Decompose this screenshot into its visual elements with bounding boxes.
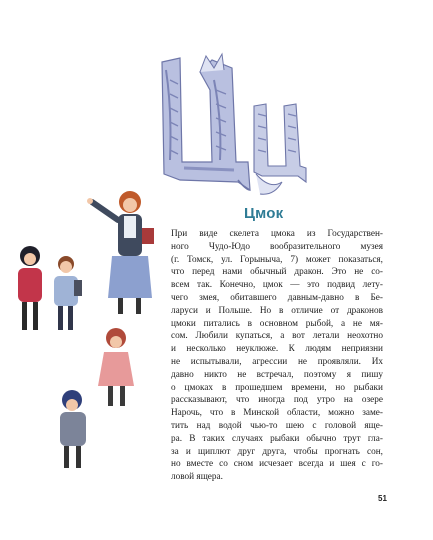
small-letter-ts (254, 104, 306, 194)
text-line: но вместе со сном исчезает всегда и шея с го- (171, 459, 383, 470)
text-line: ра. В таких случаях рыбаки обычно трут гла- (171, 433, 383, 444)
text-line: При виде скелета цмока из Государствен- (171, 229, 383, 239)
text-line: Нарочь, что в Минской области, можно заме- (171, 408, 383, 419)
text-line: сом. Любили купаться, а вот летали неохотно (171, 331, 383, 342)
article-body (171, 228, 383, 484)
text-line: не испытывали, агрессии не проявляли. Их (171, 356, 383, 367)
text-line: тить над водой чью-то шею с головой яще- (171, 420, 383, 431)
girl-pink-coat (98, 328, 134, 406)
article-title: Цмок (244, 205, 284, 222)
children-illustration (0, 180, 170, 480)
text-line: ного Чудо-Юдо вообразительного музея (171, 241, 383, 252)
text-line: чего змея, обитавшего давным-давно в Бе- (171, 292, 383, 303)
kid-blue-hat (60, 390, 86, 468)
text-line: за и щиплют друг друга, чтобы прогнать сон, (171, 446, 383, 457)
text-line: рассказывают, что иногда под утро на озере (171, 395, 383, 406)
girl-red-coat (18, 246, 42, 330)
text-line: и несколько неуклюже. К людям неприязни (171, 344, 383, 355)
text-line: ларуси и Польше. Но в отличие от драконов (171, 305, 383, 316)
text-line: что перед нами обычный дракон. Это не со- (171, 267, 383, 278)
text-line: цмоки питались в основном рыбой, а не мя- (171, 318, 383, 329)
page-number: 51 (378, 494, 387, 503)
dragon-letters-illustration (150, 50, 310, 200)
text-line: всем так. Конечно, цмок — это подвид лету- (171, 280, 383, 291)
text-line: давно никто не встречал, поэтому я пишу (171, 369, 383, 380)
text-line: ловой ящера. (171, 472, 223, 483)
teacher-figure (87, 191, 154, 314)
boy-backpack (54, 256, 82, 330)
text-line: (г. Томск, ул. Горыныча, 7) может показаться, (171, 254, 383, 265)
text-line: о цмоках в прошедшем времени, но рыбаки (171, 382, 383, 393)
big-letter-ts (162, 54, 250, 190)
